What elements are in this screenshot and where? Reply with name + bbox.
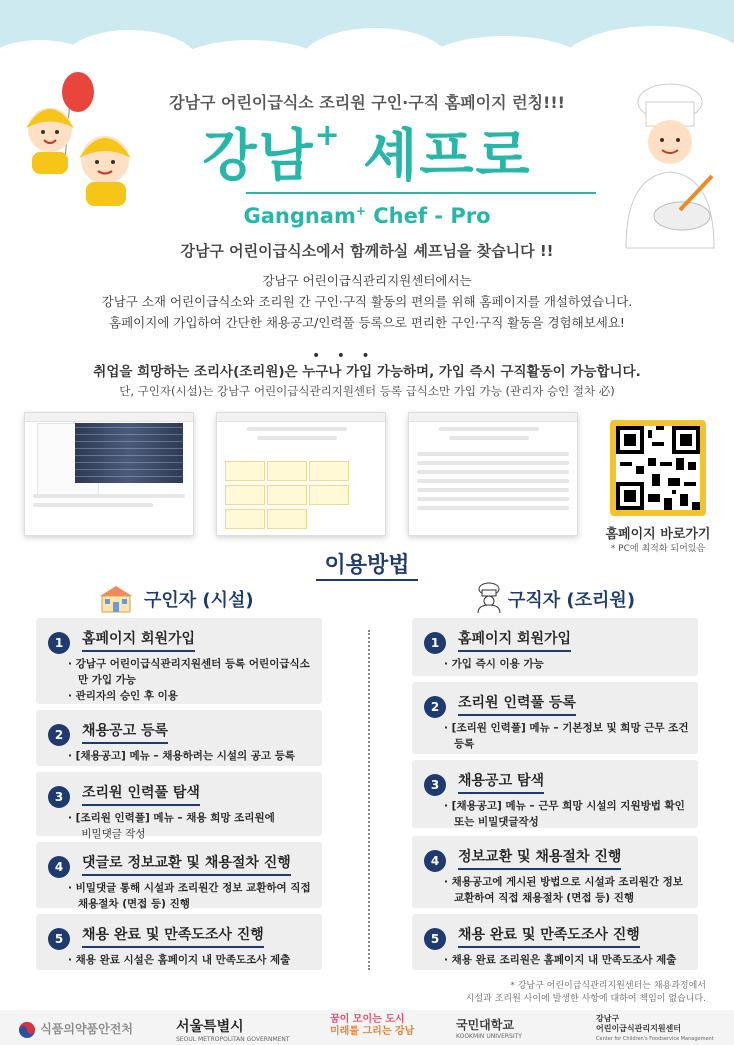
step-title: 채용공고 등록 <box>82 720 168 744</box>
step-title: 홈페이지 회원가입 <box>82 628 195 652</box>
title-plus: + <box>314 118 342 153</box>
step-item: [조리원 인력풀] 메뉴 – 기본정보 및 희망 근무 조건 등록 <box>451 722 689 750</box>
qr-code-icon <box>616 426 700 510</box>
step-title: 홈페이지 회원가입 <box>458 628 571 652</box>
intro-line: 강남구 소재 어린이급식소와 조리원 간 구인·구직 활동의 편의를 위해 홈페이지를 개설하였습니다. <box>101 294 633 309</box>
step-description: · [조리원 인력풀] 메뉴 – 채용 희망 조리원에 비밀댓글 작성 <box>68 812 275 840</box>
kookmin-logo: 국민대학교 KOOKMIN UNIVERSITY <box>456 1018 522 1040</box>
step-title: 조리원 인력풀 등록 <box>458 692 576 716</box>
center-logo: 강남구 어린이급식관리지원센터 Center for Children's Foodservice Management <box>596 1014 714 1042</box>
disclaimer-line: * 강남구 어린이급식관리지원센터는 채용과정에서 <box>510 981 706 991</box>
notice-text: 취업을 희망하는 조리사(조리원)은 누구나 가입 가능하며, 가입 즉시 구직활동이 가능합니다. <box>93 364 641 380</box>
subtitle-plus: + <box>355 204 366 218</box>
subtitle-main: Gangnam <box>243 204 356 228</box>
step-description: · 채용 완료 시설은 홈페이지 내 만족도조사 제출 <box>68 954 291 966</box>
page-subtitle <box>0 204 734 228</box>
step-item: 채용 완료 시설은 홈페이지 내 만족도조사 제출 <box>75 954 291 966</box>
employer-step-4 <box>36 842 322 908</box>
column-divider <box>368 630 370 970</box>
disclaimer <box>306 980 706 1006</box>
seeker-step-5 <box>412 914 698 970</box>
emphasis-dots: • • • <box>312 348 376 364</box>
step-item: 가입 즉시 이용 가능 <box>451 658 544 670</box>
pc-optimized-note: * PC에 최적화 되어있음 <box>610 544 706 554</box>
step-number: 5 <box>424 928 446 950</box>
employer-step-5 <box>36 914 322 970</box>
howto-underline <box>316 579 418 581</box>
employer-step-3 <box>36 772 322 840</box>
qr-code[interactable] <box>610 420 706 516</box>
intro-text <box>40 270 694 333</box>
find-chef-text: 강남구 어린이급식소에서 함께하실 셰프님을 찾습니다 !! <box>180 242 554 260</box>
step-number: 4 <box>424 850 446 872</box>
step-number: 3 <box>424 774 446 796</box>
seeker-heading: 구직자 (조리원) <box>508 590 636 611</box>
step-number: 2 <box>48 724 70 746</box>
step-title: 댓글로 정보교환 및 채용절차 진행 <box>82 852 291 876</box>
homepage-link-label[interactable]: 홈페이지 바로가기 <box>605 527 711 542</box>
intro-line: 강남구 어린이급식관리지원센터에서는 <box>262 273 472 288</box>
step-item: 관리자의 승인 후 이용 <box>75 690 178 702</box>
step-number: 5 <box>48 928 70 950</box>
step-title: 채용 완료 및 만족도조사 진행 <box>458 924 640 948</box>
step-title: 정보교환 및 채용절차 진행 <box>458 846 621 870</box>
homepage-screenshot-jobs <box>216 412 386 536</box>
title-rest: 셰프로 <box>341 124 532 189</box>
seeker-step-4 <box>412 836 698 908</box>
step-number: 1 <box>48 632 70 654</box>
howto-title: 이용방법 <box>324 553 410 578</box>
step-title: 조리원 인력풀 탐색 <box>82 782 200 806</box>
step-description: · [조리원 인력풀] 메뉴 – 기본정보 및 희망 근무 조건 등록 <box>444 722 689 750</box>
taegeuk-icon <box>18 1021 36 1039</box>
step-item: 비밀댓글 통해 시설과 조리원간 정보 교환하여 직접 채용절차 (면접 등) 진행 <box>75 882 311 910</box>
sub-notice-text: 단, 구인자(시설)는 강남구 어린이급식관리지원센터 등록 급식소만 가입 가능 (관리자 승인 절차 必) <box>119 384 615 398</box>
seeker-step-2 <box>412 682 698 754</box>
step-title: 채용공고 탐색 <box>458 770 544 794</box>
step-number: 3 <box>48 786 70 808</box>
employer-heading: 구인자 (시설) <box>144 590 254 611</box>
footer <box>0 1010 734 1045</box>
step-item: 채용공고에 게시된 방법으로 시설과 조리원간 정보교환하여 직접 채용절차 (면접 등) 진행 <box>451 876 683 904</box>
employer-step-2 <box>36 710 322 766</box>
employer-step-1 <box>36 618 322 704</box>
step-item: [조리원 인력풀] 메뉴 – 채용 희망 조리원에 <box>75 812 275 824</box>
school-icon <box>96 584 136 614</box>
seeker-step-1 <box>412 618 698 676</box>
title-main: 강남 <box>202 124 315 189</box>
step-number: 2 <box>424 696 446 718</box>
homepage-screenshot-pool <box>408 412 578 536</box>
step-item: 채용 완료 조리원은 홈페이지 내 만족도조사 제출 <box>451 954 677 966</box>
title-underline <box>246 192 596 194</box>
step-item: 비밀댓글 작성 <box>81 828 146 840</box>
mfds-logo: 식품의약품안전처 <box>18 1020 133 1039</box>
step-number: 1 <box>424 632 446 654</box>
step-description: · 강남구 어린이급식관리지원센터 등록 어린이급식소만 가입 가능 · 관리자의 승인 후 이용 <box>68 658 310 702</box>
step-title: 채용 완료 및 만족도조사 진행 <box>82 924 264 948</box>
chef-hat-icon <box>474 582 504 614</box>
launch-tagline: 강남구 어린이급식소 조리원 구인·구직 홈페이지 런칭!!! <box>169 93 565 112</box>
step-description: · 채용공고에 게시된 방법으로 시설과 조리원간 정보교환하여 직접 채용절차 (면접 등) 진행 <box>444 876 683 904</box>
page-title <box>0 112 734 192</box>
seoul-logo: 서울특별시 SEOUL METROPOLITAN GOVERNMENT <box>176 1019 290 1043</box>
step-item: [채용공고] 메뉴 – 근무 희망 시설의 지원방법 확인 또는 비밀댓글작성 <box>451 800 685 828</box>
step-number: 4 <box>48 856 70 878</box>
step-description: · [채용공고] 메뉴 – 근무 희망 시설의 지원방법 확인 또는 비밀댓글작성 <box>444 800 685 828</box>
seeker-step-3 <box>412 760 698 828</box>
step-description: · [채용공고] 메뉴 – 채용하려는 시설의 공고 등록 <box>68 750 296 762</box>
homepage-screenshot-main <box>24 412 194 536</box>
disclaimer-line: 시설과 조리원 사이에 발생한 사항에 대하여 책임이 없습니다. <box>465 994 706 1004</box>
step-item: 강남구 어린이급식관리지원센터 등록 어린이급식소만 가입 가능 <box>75 658 310 686</box>
step-item: [채용공고] 메뉴 – 채용하려는 시설의 공고 등록 <box>75 750 296 762</box>
intro-line: 홈페이지에 가입하여 간단한 채용공고/인력풀 등록으로 편리한 구인·구직 활동을 경험해보세요! <box>109 315 625 330</box>
step-description: · 비밀댓글 통해 시설과 조리원간 정보 교환하여 직접 채용절차 (면접 등) 진행 <box>68 882 311 910</box>
gangnam-slogan-logo: 꿈이 모이는 도시 미래를 그리는 강남 <box>330 1014 415 1037</box>
step-description: · 가입 즉시 이용 가능 <box>444 658 544 670</box>
step-description: · 채용 완료 조리원은 홈페이지 내 만족도조사 제출 <box>444 954 677 966</box>
subtitle-rest: Chef - Pro <box>365 204 491 228</box>
